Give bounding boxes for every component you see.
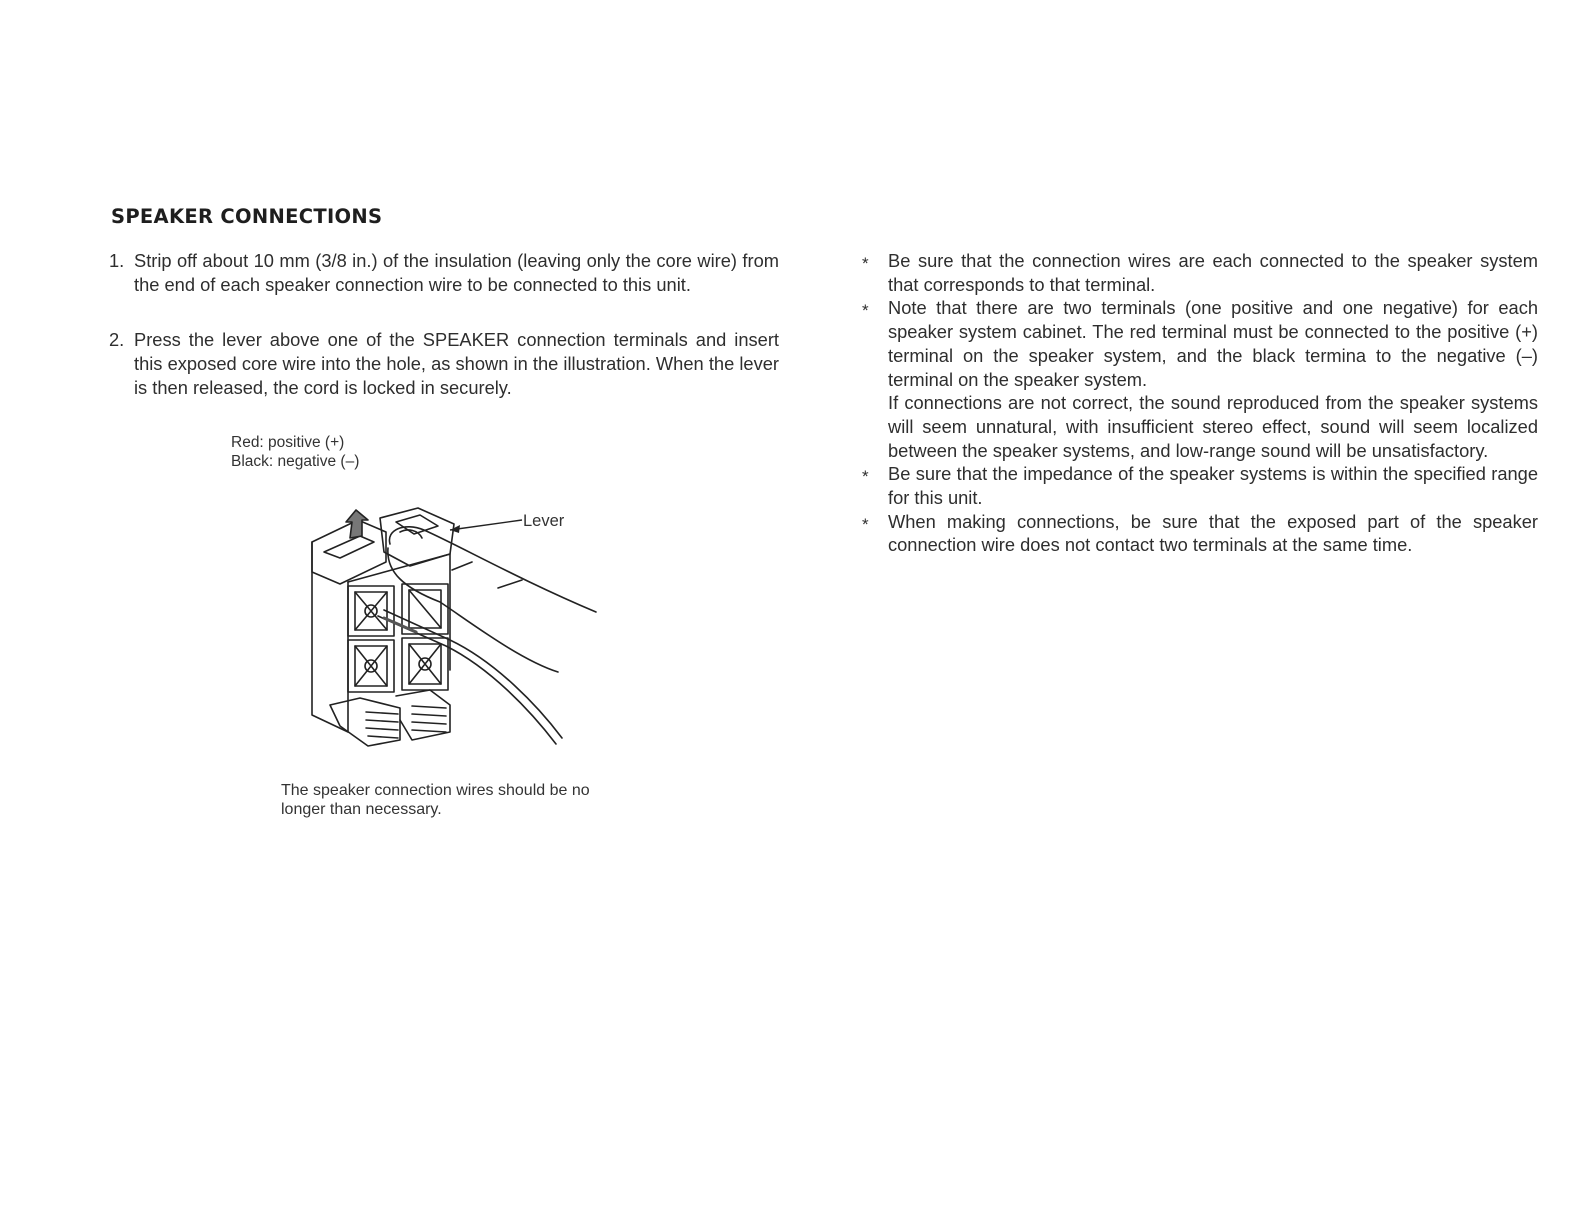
note-item <box>862 296 1538 391</box>
bullet-asterisk: * <box>862 467 869 487</box>
lever-label: Lever <box>523 512 565 530</box>
note-text: Note that there are two terminals (one positive and one negative) for each speaker system cabinet. The red terminal must be connected to the positive (+) terminal on the speaker system, and the black termina to the negative (–) terminal on the speaker system. <box>888 297 1538 390</box>
finger-illustration <box>389 527 596 612</box>
bullet-asterisk: * <box>862 254 869 273</box>
section-title: SPEAKER CONNECTIONS <box>111 205 383 228</box>
legend-red: Red: positive (+) <box>231 434 345 451</box>
step-text: Strip off about 10 mm (3/8 in.) of the insulation (leaving only the core wire) from the end of each speaker connection wire to be connected to this unit. <box>134 250 779 295</box>
note-item <box>862 462 1538 509</box>
bullet-asterisk: * <box>862 301 869 321</box>
note-text: Be sure that the impedance of the speaker systems is within the specified range for this unit. <box>888 463 1538 509</box>
speaker-terminal-illustration <box>300 500 610 755</box>
speaker-wire-illustration <box>378 616 556 744</box>
step-number: 2. <box>109 329 125 350</box>
notes-list <box>862 249 1538 557</box>
polarity-legend <box>231 433 359 471</box>
note-item <box>862 510 1538 557</box>
note-text: If connections are not correct, the sound reproduced from the speaker systems will seem unnatural, with insufficient stereo effect, sound will seem localized between the speaker systems, and low-range sound will be unsatisfactory. <box>888 392 1538 461</box>
note-item <box>862 249 1538 296</box>
figure-caption: The speaker connection wires should be no longer than necessary. <box>281 782 590 818</box>
lever-pointer-line <box>450 520 522 530</box>
note-text: When making connections, be sure that the exposed part of the speaker connection wire does not contact two terminals at the same time. <box>888 510 1538 556</box>
step-number: 1. <box>109 250 125 271</box>
note-continuation <box>862 391 1538 462</box>
bullet-asterisk: * <box>862 514 869 534</box>
instruction-step <box>109 328 779 400</box>
note-text: Be sure that the connection wires are each connected to the speaker system that corresponds to that terminal. <box>888 250 1538 295</box>
terminal-housing <box>312 542 348 732</box>
instruction-step <box>109 249 779 297</box>
step-text: Press the lever above one of the SPEAKER connection terminals and insert this exposed core wire into the hole, as shown in the illustration. When the lever is then released, the cord is locked in securely. <box>134 329 779 398</box>
legend-black: Black: negative (–) <box>231 453 360 470</box>
